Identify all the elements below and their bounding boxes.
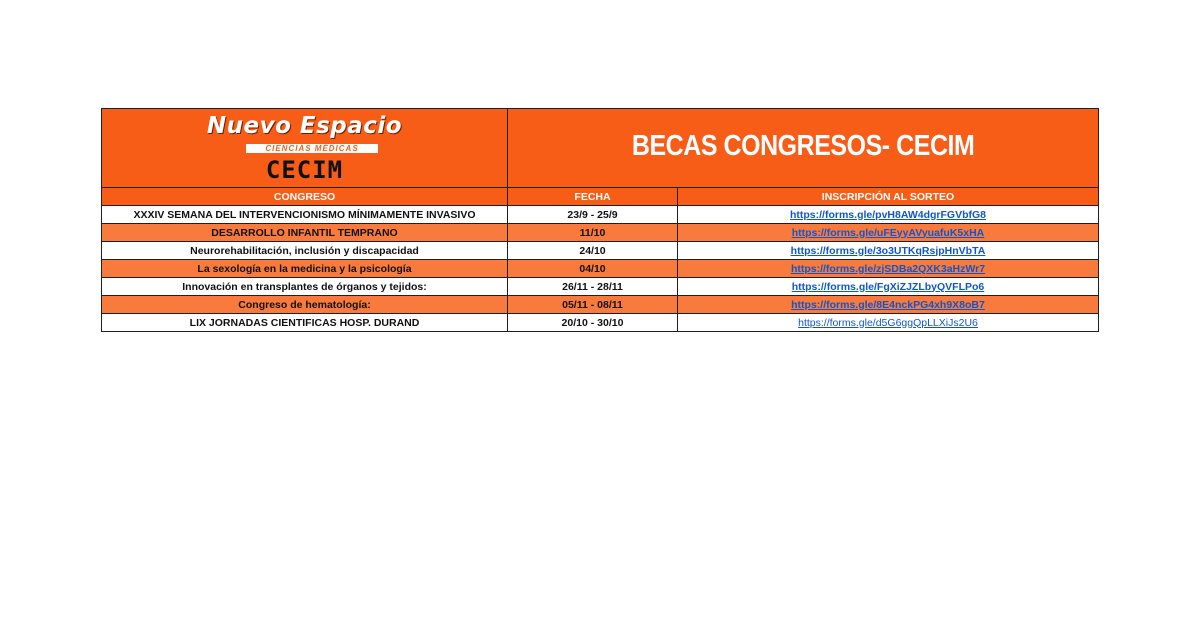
congress-date: 24/10 (508, 242, 678, 259)
registration-link[interactable]: https://forms.gle/3o3UTKqRsjpHnVbTA (790, 244, 986, 257)
congress-name: Innovación en transplantes de órganos y tejidos: (102, 278, 508, 295)
sheet-header (102, 109, 1098, 188)
table-row (102, 296, 1098, 314)
table-row (102, 242, 1098, 260)
column-header-fecha: FECHA (508, 188, 678, 205)
table-row (102, 206, 1098, 224)
logo-sub-text: CECIM (265, 156, 344, 184)
logo-band-text: CIENCIAS MÉDICAS (246, 144, 378, 153)
registration-link[interactable]: https://forms.gle/pvH8AW4dgrFGVbfG8 (789, 208, 986, 221)
registration-link[interactable]: https://forms.gle/8E4nckPG4xh9X8oB7 (791, 298, 985, 311)
congress-name: La sexología en la medicina y la psicología (102, 260, 508, 277)
logo (102, 109, 508, 187)
registration-link[interactable]: https://forms.gle/uFEyyAVyuafuK5xHA (791, 226, 985, 239)
table-row (102, 314, 1098, 331)
congress-date: 26/11 - 28/11 (508, 278, 678, 295)
congress-date: 20/10 - 30/10 (508, 314, 678, 331)
title-cell (508, 109, 1098, 187)
congress-name: XXXIV SEMANA DEL INTERVENCIONISMO MÍNIMAMENTE INVASIVO (102, 206, 508, 223)
congress-name: Neurorehabilitación, inclusión y discapacidad (102, 242, 508, 259)
congress-name: LIX JORNADAS CIENTIFICAS HOSP. DURAND (102, 314, 508, 331)
congress-date: 23/9 - 25/9 (508, 206, 678, 223)
congress-date: 04/10 (508, 260, 678, 277)
registration-link[interactable]: https://forms.gle/zjSDBa2QXK3aHzWr7 (790, 262, 986, 275)
registration-link[interactable]: https://forms.gle/d5G6ggQpLLXiJs2U6 (798, 316, 978, 329)
column-header-row (102, 188, 1098, 206)
registration-link[interactable]: https://forms.gle/FgXiZJZLbyQVFLPo6 (791, 280, 985, 293)
spreadsheet-table (101, 108, 1099, 332)
table-row (102, 224, 1098, 242)
congress-date: 05/11 - 08/11 (508, 296, 678, 313)
table-row (102, 260, 1098, 278)
logo-main-text: Nuevo Espacio (206, 113, 403, 139)
congress-name: DESARROLLO INFANTIL TEMPRANO (102, 224, 508, 241)
table-row (102, 278, 1098, 296)
page-title: BECAS CONGRESOS- CECIM (631, 129, 975, 162)
congress-name: Congreso de hematología: (102, 296, 508, 313)
congress-date: 11/10 (508, 224, 678, 241)
column-header-inscripcion: INSCRIPCIÓN AL SORTEO (821, 190, 955, 203)
column-header-congreso: CONGRESO (102, 188, 508, 205)
